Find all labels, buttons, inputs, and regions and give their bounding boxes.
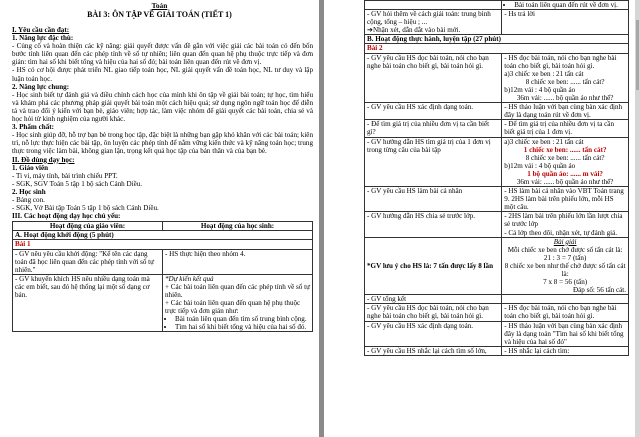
list-item: + Các bài toán liên quan đến quan hệ phụ thuộc trực tiếp và đơn giản như: [165, 299, 301, 316]
paragraph: - SGK, Vở Bài tập Toán 5 tập 1 bộ sách Cánh Diều. [12, 204, 159, 213]
student-cell [502, 237, 629, 295]
table-row [13, 249, 313, 274]
student-text: 8 chiếc xe ben: ...... tấn cát? [525, 77, 605, 86]
subsection-heading: 2. Năng lực chung: [12, 82, 70, 91]
exercise-label: Bài 1 [13, 240, 313, 249]
subsection-heading: 2. Học sinh [12, 187, 46, 196]
teacher-text: - GV hỏi thêm về cách giải toán: trung bình cộng, tổng – hiệu ; ... [367, 10, 491, 27]
list-item: • Bài toán liên quan đến rút về đơn vị. [514, 1, 626, 9]
teacher-cell [365, 1, 502, 10]
teacher-cell: - Để tìm giá trị của nhiều đơn vị ta cần biết gì? [365, 120, 502, 137]
student-text: b)12m vải : 4 bộ quần áo [504, 161, 576, 170]
student-cell: - HS nhắc lại cách tìm: [502, 346, 629, 355]
section-heading: II. Đồ dùng dạy học: [12, 155, 75, 164]
student-cell [502, 1, 629, 10]
student-text: Đáp số: 56 tấn cát. [573, 286, 626, 295]
student-text: a)3 chiếc xe ben : 21 tấn cát [504, 137, 584, 146]
student-cell [502, 53, 629, 103]
table-row [13, 274, 313, 332]
student-cell [502, 295, 629, 304]
section-heading: I. Yêu cầu cần đạt: [12, 26, 70, 34]
document-page-left [0, 0, 319, 437]
student-cell: - HS thảo luận với bạn cùng bàn xác định đây là dạng toán rút về đơn vị. [502, 103, 629, 120]
student-cell: - Để tìm giá trị của nhiều đơn vị ta cần biết giá trị của 1 đơn vị. [502, 120, 629, 137]
activities-table-continued [364, 0, 629, 356]
student-text: - Cả lớp theo dõi, nhận xét, tự đánh giá. [504, 228, 618, 237]
table-row [365, 237, 629, 295]
student-cell [163, 274, 313, 332]
teacher-cell: - GV hướng dẫn HS chia sẻ trước lớp. [365, 212, 502, 237]
expected-result-title: *Dự kiến kết quả [165, 274, 214, 283]
table-row [365, 120, 629, 137]
student-cell [502, 212, 629, 237]
table-row [365, 137, 629, 187]
student-text: 8 chiếc xe ben như thế chở được số tấn cát là: [504, 261, 626, 278]
student-text: a)3 chiếc xe ben : 21 tấn cát [504, 69, 584, 78]
student-cell: - HS làm bài cá nhân vào VBT Toán trang 9. 2HS làm bài trên phiếu lớn, mỗi HS một câu. [502, 187, 629, 212]
student-text: 36m vải: ...... bộ quần áo như thế? [516, 177, 614, 186]
column-header-student: Hoạt động của học sinh: [163, 222, 313, 231]
student-text: 8 chiếc xe ben: ...... tấn cát? [525, 153, 605, 162]
teacher-cell: - GV nêu yêu cầu khởi động: "Kể tên các dạng toán đã học liên quan đến các phép tính với số tự nhiên." [13, 249, 163, 274]
teacher-cell: - GV tổng kết [365, 295, 502, 304]
teacher-cell: - GV yêu cầu HS làm bài cá nhân [365, 187, 502, 212]
subsection-heading: 1. Năng lực đặc thù: [12, 34, 74, 43]
student-cell: - Hs trả lời [502, 10, 629, 35]
table-row [365, 103, 629, 120]
table-row [365, 304, 629, 321]
table-row [365, 187, 629, 212]
student-text: - HS đọc bài toán, nói cho bạn nghe bài toán cho biết gì, bài toán hỏi gì. [504, 53, 617, 70]
table-row [365, 295, 629, 304]
activities-table [12, 221, 313, 332]
teacher-cell: *GV lưu ý cho HS là: 7 tấn được lấy 8 lần [365, 237, 502, 295]
column-header-teacher: Hoạt động của giáo viên: [13, 222, 163, 231]
vertical-scrollbar[interactable] [635, 0, 640, 437]
teacher-cell: - GV yêu cầu HS đọc bài toán, nói cho bạn nghe bài toán cho biết gì, bài toán hỏi gì. [365, 53, 502, 103]
document-page-right [324, 0, 635, 437]
list-item: • Tìm hai số khi biết tổng và hiệu của hai số đó. [175, 323, 310, 331]
teacher-cell: - GV yêu cầu HS xác định dạng toán. [365, 103, 502, 120]
student-cell: - HS thảo luận với bạn cùng bàn xác định đây là dạng toán "Tìm hai số khi biết tổng và hiệu của hai số đó" [502, 321, 629, 346]
subject-heading: Toán [151, 1, 168, 10]
activity-heading: B. Hoạt động thực hành, luyện tập (27 phút) [365, 35, 629, 44]
teacher-text: ➔Nhận xét, dẫn dắt vào bài mới. [367, 26, 461, 35]
paragraph: - Học sinh giúp đỡ, hỗ trợ bạn bè trong học tập, đặc biệt là những bạn gặp khó khăn với các bài toán; kiên trì, nỗ lực thực hiện các bài tập, ôn luyện các phép tính để nắm vững kiến thức và kỹ năng toán học; trung thực trong việc làm bài, không gian lận, trọng kết quả học tập của bản thân và của bạn bè. [12, 131, 313, 156]
table-row [365, 53, 629, 103]
paragraph: - Bảng con. [12, 195, 45, 204]
table-row [365, 10, 629, 35]
paragraph: - Củng cố và hoàn thiện các kỹ năng: giải quyết được vấn đề gắn với việc giải các bài toán có đến bốn bước tính liên quan đến các phép tính về số tự nhiên; liên quan đến quan hệ phụ thuộc trực tiếp và đơn giản: tìm hai số khi biết tổng và hiệu của hai số đó; bài toán liên quan đến rút về đơn vị. [12, 42, 313, 67]
teacher-cell: - GV yêu cầu HS đọc bài toán, nói cho bạn nghe bài toán cho biết gì, bài toán hỏi gì. [365, 304, 502, 321]
student-text: 1 chiếc xe ben: ...... tấn cát? [523, 145, 607, 154]
student-text: 7 x 8 = 56 (tấn) [543, 278, 588, 287]
exercise-label: Bài 2 [365, 44, 629, 53]
list-item: • Bài toán liên quan đến tìm số trung bình cộng. [175, 315, 310, 323]
paragraph: - Ti vi, máy tính, bài trình chiếu PPT. [12, 171, 118, 180]
table-row [365, 346, 629, 355]
student-text: 1 bộ quần áo: ...... m vải? [527, 169, 603, 178]
subsection-heading: 1. Giáo viên [12, 163, 49, 172]
solution-title: Bài giải [553, 237, 577, 246]
paragraph: - HS có cơ hội được phát triển NL giao tiếp toán học, NL giải quyết vấn đề toán học, NL tư duy và lập luận toán học. [12, 66, 313, 83]
student-text: Mỗi chiếc xe ben chở được số tấn cát là: [507, 245, 623, 254]
student-cell [502, 137, 629, 187]
subsection-heading: 3. Phẩm chất: [12, 123, 54, 132]
paragraph: - Học sinh biết tự đánh giá và điều chỉnh cách học của mình khi ôn tập về giải bài toán; tự học, tìm hiểu và khám phá các phương pháp giải quyết bài toán một cách hiệu quả; sử dụng ngôn ngữ toán học để diễn tả và trao đổi ý kiến với bạn bè, giáo viên; hợp tác, làm việc nhóm để giải quyết các bài toán, chia sẻ và học hỏi từ kinh nghiệm của người khác. [12, 90, 313, 124]
paragraph: - SGK, SGV Toán 5 tập 1 bộ sách Cánh Diều. [12, 179, 143, 188]
scrollbar-thumb[interactable] [636, 20, 639, 90]
table-row [365, 1, 629, 10]
student-cell: - HS thực hiện theo nhóm 4. [163, 249, 313, 274]
student-text: 36m vải: ...... bộ quần áo như thế? [516, 94, 614, 103]
student-text: - 2HS làm bài trên phiếu lớn lần lượt chia sẻ trước lớp [504, 212, 623, 229]
student-text: b)12m vải : 4 bộ quần áo [504, 85, 576, 94]
teacher-cell [365, 10, 502, 35]
student-text: 21 : 3 = 7 (tấn) [543, 253, 587, 262]
activity-heading: A. Hoạt động khởi động (5 phút) [13, 231, 313, 240]
table-row [365, 321, 629, 346]
table-row [365, 212, 629, 237]
teacher-cell: - GV yêu cầu HS xác định dạng toán. [365, 321, 502, 346]
student-cell: - HS đọc bài toán, nói cho bạn nghe bài toán cho biết gì, bài toán hỏi gì. [502, 304, 629, 321]
section-heading: III. Các hoạt động dạy học chủ yếu: [12, 212, 121, 221]
lesson-body [12, 26, 313, 332]
list-item: + Các bài toán liên quan đến các phép tính về số tự nhiên. [165, 282, 310, 299]
teacher-cell: - GV khuyến khích HS nêu nhiều dạng toán mà các em biết, sau đó hệ thống lại một số dạng cơ bản. [13, 274, 163, 332]
teacher-cell: - GV yêu cầu HS nhắc lại cách tìm số lớn, [365, 346, 502, 355]
lesson-title: BÀI 3: ÔN TẬP VỀ GIẢI TOÁN (TIẾT 1) [87, 10, 232, 19]
teacher-cell: - GV hướng dẫn HS tìm giá trị của 1 đơn vị trong từng câu của bài tập [365, 137, 502, 187]
